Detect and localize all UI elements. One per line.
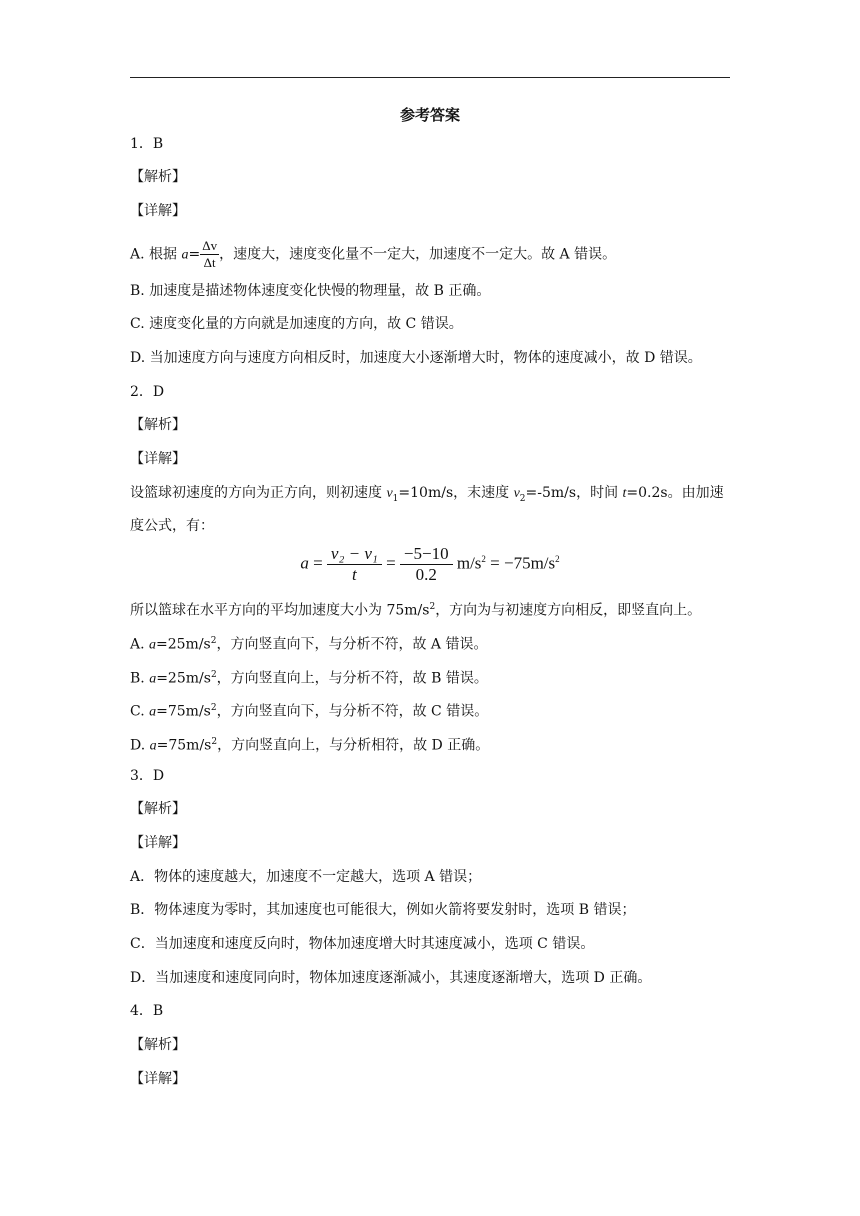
q1-a-prefix: A. 根据	[130, 246, 178, 263]
v1-sub: 1	[392, 493, 399, 504]
q1-option-c: C. 速度变化量的方向就是加速度的方向，故 C 错误。	[130, 316, 463, 332]
opt-sup: 2	[211, 737, 218, 747]
opt-var: a	[149, 704, 157, 720]
setup-text-4: =0.2s。由加速	[626, 485, 724, 501]
q1-answer: 1．B	[130, 136, 164, 152]
q4-detail-label: 【详解】	[130, 1071, 186, 1087]
result-text-2: ，方向为与初速度方向相反，即竖直向上。	[435, 602, 702, 619]
opt-label: C.	[130, 703, 150, 720]
formula-num-2: −5−10	[400, 544, 453, 565]
formula-sup-1: 2	[481, 553, 486, 564]
q1-option-b: B. 加速度是描述物体速度变化快慢的物理量，故 B 正确。	[130, 283, 491, 299]
formula-a: a	[300, 553, 309, 573]
result-sup: 2	[429, 602, 436, 612]
q4-answer: 4．B	[130, 1003, 164, 1019]
formula-den-1: t	[352, 565, 357, 584]
formula-num-1: v₂ − v₁	[327, 544, 382, 565]
q1-a-text: ，速度大，速度变化量不一定大，加速度不一定大。故 A 错误。	[219, 246, 617, 263]
q1-option-a	[130, 238, 616, 271]
formula-unit-1: m/s	[456, 553, 482, 573]
q2-option-b	[130, 665, 488, 690]
setup-text-1: 设篮球初速度的方向为正方向，则初速度	[130, 485, 387, 501]
result-text-1: 所以篮球在水平方向的平均加速度大小为 75m/s	[130, 602, 430, 619]
q4-analysis-label: 【解析】	[130, 1037, 186, 1053]
setup-text-2: =10m/s，末速度	[398, 485, 514, 501]
opt-var: a	[149, 671, 157, 687]
t-var: t	[622, 486, 627, 501]
q2-answer: 2．D	[130, 384, 165, 400]
opt-sup: 2	[210, 670, 217, 680]
q2-formula-intro: 度公式，有：	[130, 518, 214, 534]
q3-option-a: A．物体的速度越大，加速度不一定越大，选项 A 错误；	[130, 869, 482, 885]
opt-val: =75m/s	[156, 703, 211, 720]
q3-option-c: C．当加速度和速度反向时，物体加速度增大时其速度减小，选项 C 错误。	[130, 936, 595, 952]
formula-sup-2: 2	[555, 553, 560, 564]
q2-option-c	[130, 698, 488, 723]
formula-den-2: 0.2	[415, 565, 437, 584]
setup-text-3: =-5m/s，时间	[525, 485, 623, 501]
q2-setup-line	[130, 483, 724, 509]
v2-sub: 2	[519, 493, 526, 504]
formula-frac-1	[327, 544, 382, 585]
q1-analysis-label: 【解析】	[130, 169, 186, 185]
q2-option-a	[130, 631, 488, 656]
opt-sup: 2	[210, 703, 217, 713]
opt-rest: ，方向竖直向上，与分析相符，故 D 正确。	[217, 737, 490, 754]
q3-detail-label: 【详解】	[130, 835, 186, 851]
formula-result: = −75m/s	[490, 553, 556, 573]
formula-eq1: =	[313, 553, 323, 573]
formula-eq2: =	[386, 553, 396, 573]
q3-analysis-label: 【解析】	[130, 801, 186, 817]
opt-var: a	[149, 637, 157, 653]
opt-label: B.	[130, 670, 150, 687]
q2-option-d	[130, 732, 489, 757]
opt-sup: 2	[210, 636, 217, 646]
q3-answer: 3．D	[130, 768, 165, 784]
q1-a-eq: =	[188, 246, 201, 263]
q3-option-d: D．当加速度和速度同向时，物体加速度逐渐减小，其速度逐渐增大，选项 D 正确。	[130, 970, 652, 986]
opt-val: =75m/s	[156, 737, 212, 754]
opt-rest: ，方向竖直向下，与分析不符，故 A 错误。	[216, 636, 488, 653]
q3-option-b: B．物体速度为零时，其加速度也可能很大，例如火箭将要发射时，选项 B 错误；	[130, 902, 636, 918]
delta-v-over-delta-t	[200, 238, 219, 271]
q1-option-d: D. 当加速度方向与速度方向相反时，加速度大小逐渐增大时，物体的速度减小，故 D 错误。	[130, 350, 702, 366]
opt-val: =25m/s	[156, 636, 211, 653]
v1-var: v	[386, 486, 393, 501]
q2-analysis-label: 【解析】	[130, 417, 186, 433]
opt-label: A.	[130, 636, 150, 653]
q2-result-line	[130, 597, 701, 621]
v2-var: v	[513, 486, 520, 501]
header-rule	[130, 77, 730, 78]
q2-detail-label: 【详解】	[130, 451, 186, 467]
q1-detail-label: 【详解】	[130, 203, 186, 219]
opt-label: D.	[130, 737, 150, 754]
frac-num: Δv	[202, 238, 218, 253]
q1-a-var: a	[181, 247, 189, 263]
formula-frac-2	[400, 544, 453, 585]
acceleration-formula	[0, 544, 860, 585]
opt-rest: ，方向竖直向下，与分析不符，故 C 错误。	[216, 703, 489, 720]
opt-var: a	[149, 738, 157, 754]
opt-rest: ，方向竖直向上，与分析不符，故 B 错误。	[216, 670, 488, 687]
frac-den: Δt	[203, 255, 216, 270]
opt-val: =25m/s	[156, 670, 211, 687]
page-title: 参考答案	[399, 106, 460, 124]
